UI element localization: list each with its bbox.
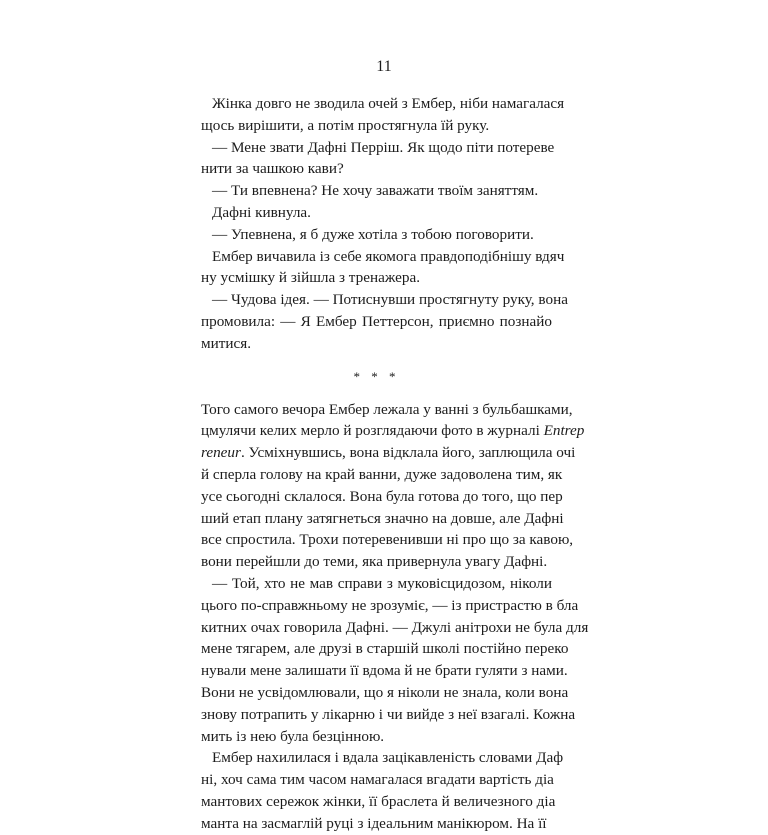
text-line: щось вирішити, а потім простягнула їй руку. — [201, 116, 490, 134]
text-line: промовила: — Я Ембер Петтерсон, приємно познайо — [201, 312, 552, 330]
paragraph — [201, 399, 585, 573]
paragraph — [201, 246, 565, 290]
text-line: манта на засмаглій руці з ідеальним манікюром. На її — [201, 814, 547, 832]
paragraph — [201, 289, 568, 354]
text-line: усе сьогодні склалося. Вона була готова до того, що пер — [201, 487, 563, 505]
text-line: нували мене залишати її вдома й не брати гуляти з нами. — [201, 662, 568, 680]
text-line: Жінка довго не зводила очей з Ембер, ніби намагалася — [212, 95, 565, 112]
text-line: митися. — [201, 334, 252, 352]
paragraph — [201, 93, 565, 137]
text-line: мене тягарем, але друзі в старшій школі постійно переко — [201, 640, 569, 658]
text-line: — Чудова ідея. — Потиснувши простягнуту руку, вона — [212, 291, 568, 309]
text-line: Вони не усвідомлювали, що я ніколи не знала, коли вона — [201, 683, 569, 701]
text-line: Того самого вечора Ембер лежала у ванні з бульбашками, — [201, 400, 573, 418]
text-line: ні, хоч сама тим часом намагалася вгадати вартість діа — [201, 771, 554, 789]
paragraph — [201, 202, 552, 224]
paragraph — [201, 137, 555, 181]
text-line: ший етап плану затягнеться значно на довше, але Дафні — [201, 509, 564, 527]
text-line: мить із нею була безцінною. — [201, 727, 385, 745]
paragraph — [201, 573, 589, 747]
text-line: ну усмішку й зійшла з тренажера. — [201, 269, 421, 287]
section-two — [201, 399, 589, 835]
text-line: Ембер нахилилася і вдала зацікавленість словами Даф — [212, 749, 564, 767]
text-line: вони перейшли до теми, яка привернула увагу Дафні. — [201, 553, 548, 571]
text-line: мантових сережок жінки, її браслета й величезного діа — [201, 792, 556, 810]
text-line: — Мене звати Дафні Перріш. Як щодо піти потереве — [212, 138, 555, 156]
text-line: — Упевнена, я б дуже хотіла з тобою поговорити. — [212, 225, 534, 243]
text-line: Ембер вичавила із себе якомога правдоподібнішу вдяч — [212, 247, 565, 265]
text-line: й сперла голову на край ванни, дуже задоволена тим, як — [201, 465, 563, 483]
section-separator: * * * — [353, 368, 400, 384]
text-line: знову потрапить у лікарню і чи вийде з неї взагалі. Кожна — [201, 705, 576, 723]
text-line: — Ти впевнена? Не хочу заважати твоїм заняттям. — [212, 182, 539, 200]
text-line: китних очах говорила Дафні. — Джулі анітрохи не була для — [201, 618, 589, 636]
text-line: все спростила. Трохи потеревенивши ні про що за кавою, — [201, 531, 574, 549]
text-line: Дафні кивнула. — [212, 203, 311, 221]
text-line: — Той, хто не мав справи з муковісцидозом, ніколи — [212, 574, 552, 592]
paragraph — [201, 224, 552, 246]
paragraph — [201, 180, 552, 202]
body-text — [201, 93, 589, 835]
text-line: цього по-справжньому не зрозуміє, — із пристрастю в бла — [201, 596, 579, 614]
paragraph — [201, 747, 564, 834]
text-line: нити за чашкою кави? — [201, 160, 344, 178]
text-line: цмулячи келих мерло й розглядаючи фото в журналі Entrep — [201, 422, 585, 440]
section-one — [201, 93, 568, 355]
text-line: reneur. Усміхнувшись, вона відклала його, заплющила очі — [201, 444, 576, 462]
page-number: 11 — [376, 58, 392, 75]
